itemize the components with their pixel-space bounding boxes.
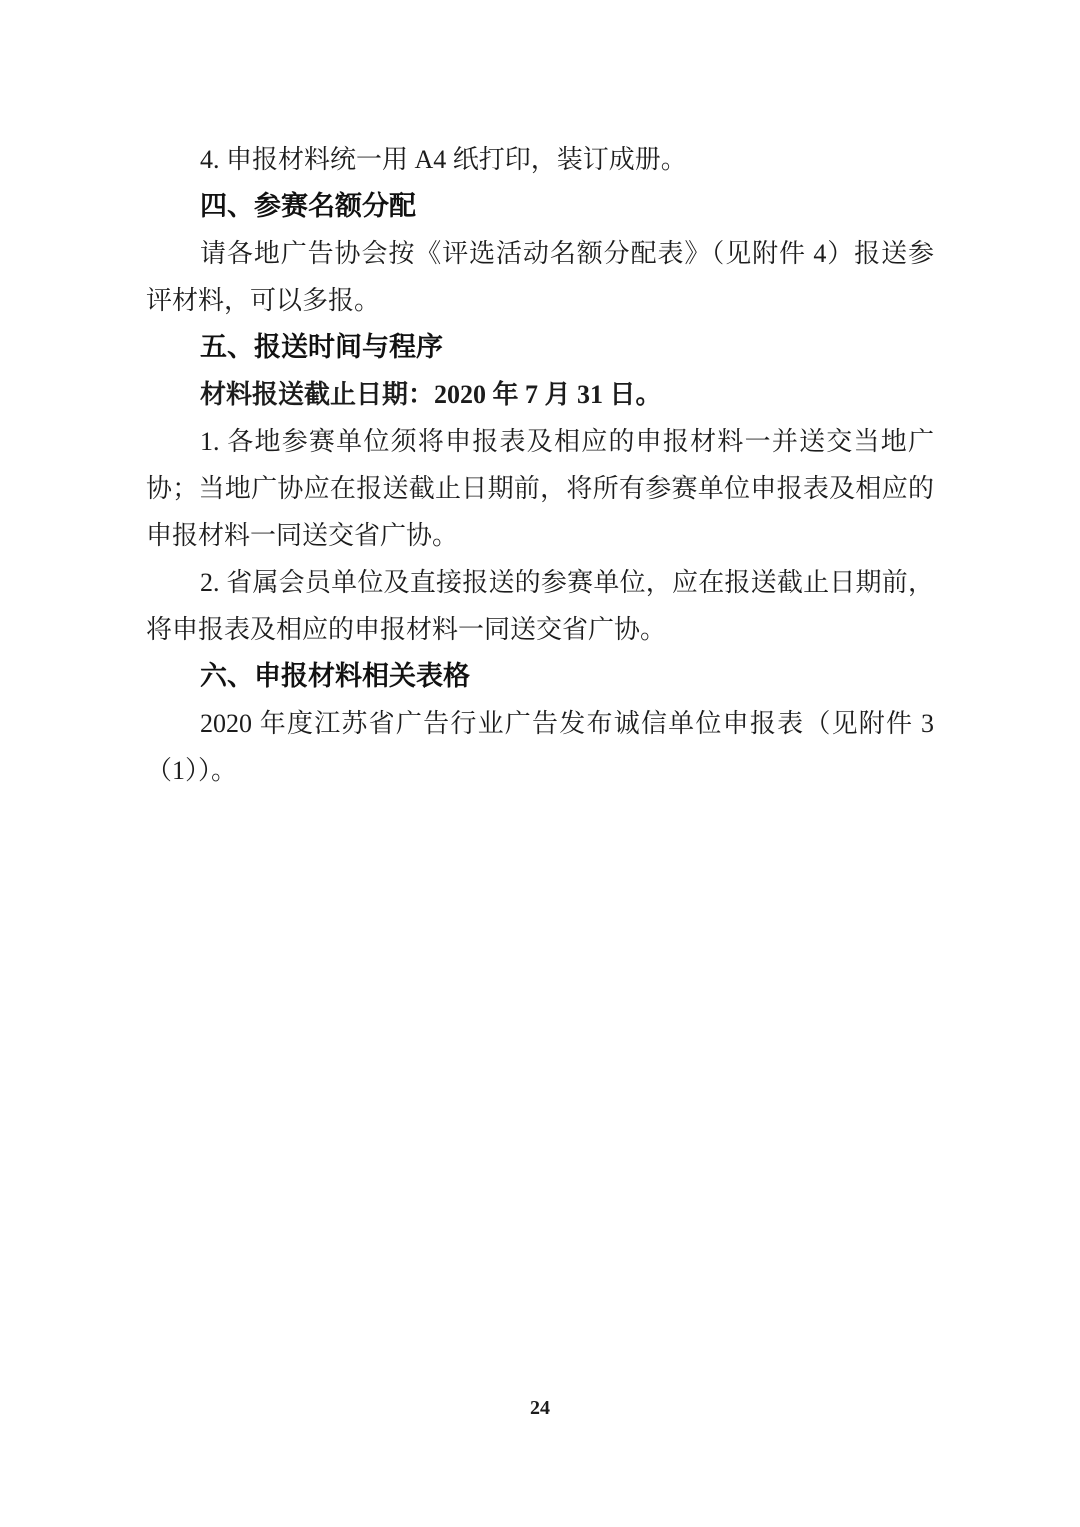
deadline-line: 材料报送截止日期：2020 年 7 月 31 日。: [200, 380, 662, 409]
heading-section-six: 六、申报材料相关表格: [200, 661, 470, 691]
body-line: 1. 各地参赛单位须将申报表及相应的申报材料一并送交当地广: [200, 427, 934, 456]
body-line: 将申报表及相应的申报材料一同送交省广协。: [146, 615, 667, 644]
document-body: [146, 136, 934, 794]
body-line: 协；当地广协应在报送截止日期前，将所有参赛单位申报表及相应的: [146, 474, 934, 503]
page-number: 24: [530, 1397, 550, 1419]
body-line: 2. 省属会员单位及直接报送的参赛单位，应在报送截止日期前，: [200, 568, 934, 597]
body-line: 4. 申报材料统一用 A4 纸打印，装订成册。: [200, 145, 687, 174]
heading-section-five: 五、报送时间与程序: [200, 332, 443, 362]
body-line: 评材料，可以多报。: [146, 286, 381, 315]
body-line: （1））。: [146, 756, 238, 785]
body-line: 申报材料一同送交省广协。: [146, 521, 459, 550]
body-line: 2020 年度江苏省广告行业广告发布诚信单位申报表（见附件 3: [200, 709, 934, 738]
body-line: 请各地广告协会按《评选活动名额分配表》（见附件 4）报送参: [200, 239, 934, 268]
heading-section-four: 四、参赛名额分配: [200, 191, 416, 221]
